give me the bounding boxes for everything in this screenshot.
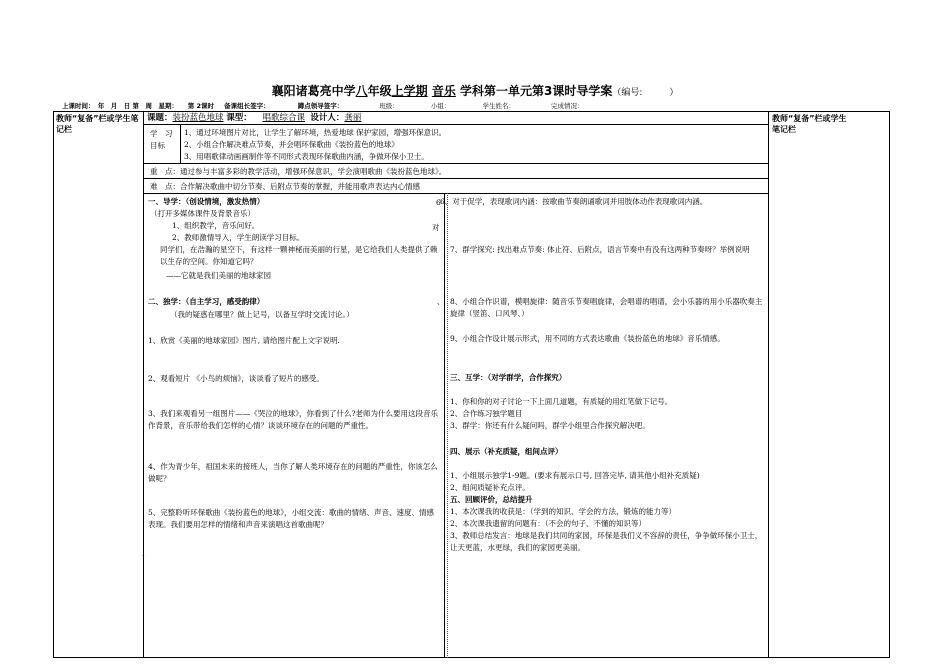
section-3-item: 2、合作练习独学题目 <box>450 409 523 418</box>
designer-value: 龚丽 <box>344 113 362 123</box>
section-5-title: 五、回顾评价，总结提升 <box>450 495 533 504</box>
topic-label: 课题： <box>147 113 173 123</box>
left-notes-column: 教师“复备”栏或学生笔记栏 <box>56 114 139 134</box>
question-9: 9、小组合作设计展示形式，用不同的方式表达歌曲《装扮蓝色的地球》音乐情感。 <box>450 334 725 343</box>
term: 上学期 <box>391 84 428 98</box>
stray-mark: 、 <box>437 297 445 306</box>
section-5-item: 2、本次课我遗留的问题有：（不会的句子、不懂的知识等） <box>450 519 647 528</box>
question-1: 1、欣赏《美丽的地球家园》图片, 请给图片配上文字说明. <box>148 336 340 345</box>
group-leader-sign: 备课组长签字： <box>224 102 270 110</box>
goal-item: 2、小组合作解决难点节奏，并会唱环保歌曲《装扮蓝色的地球》 <box>184 140 399 149</box>
question-3: 3、我们来观看另一组图片——《哭泣的地球》，你看到了什么?老师为什么要用这段音乐作背景，音乐带给我们怎样的心情？谈谈环境存在的问题的严重性。 <box>148 409 439 430</box>
goal-item: 3、用唱歌律动画画制作等不同形式表现环保歌曲内涵，争做环保小卫士。 <box>184 152 429 161</box>
section-1-answer: ——它就是我们美丽的地球家园 <box>166 271 271 280</box>
section-3-item: 3、群学：你还有什么疑问吗，群学小组里合作探究解决吧。 <box>450 421 650 430</box>
key-point-label: 重 点： <box>150 167 180 176</box>
page-title <box>0 82 950 99</box>
section-1-paragraph: 同学们，在浩瀚的星空下，有这样一颗神秘而美丽的行星，是它给我们人类提供了赖以生存的空间。你知道它吗？ <box>160 245 438 266</box>
serial-number: （编号: ） <box>612 88 679 98</box>
question-8: 8、小组合作识谱，模唱旋律：随音乐节奏唱旋律，会唱谱的唱谱，会小乐器的用小乐器吹奏主旋律（竖笛、口风琴、） <box>450 297 763 318</box>
grade-suffix: 年级 <box>367 84 392 98</box>
group-field: 小组： <box>430 102 451 110</box>
section-1-subtitle: （打开多媒体课件及背景音乐） <box>150 209 255 218</box>
section-3-item: 1、你和你的对子讨论一下上面几道题，有质疑的用红笔做下记号。 <box>450 397 673 406</box>
question-6: 6、对于促学，表现歌词内涵：按歌曲节奏朗诵歌词并用肢体动作表现歌词内涵。 <box>440 197 708 206</box>
difficult-point-label: 难 点： <box>150 182 180 191</box>
subject: 音乐 <box>431 84 456 98</box>
key-point-text: 通过参与丰富多彩的教学活动，增强环保意识，学会演唱歌曲《装扮蓝色地球》。 <box>180 167 447 176</box>
key-point <box>150 166 446 177</box>
difficult-point-text: 合作解决歌曲中切分节奏、后附点节奏的掌握，并能用歌声表达内心情感 <box>180 182 420 191</box>
grade: 八 <box>355 84 368 98</box>
section-2-title: 二、独学：（自主学习，感受韵律） <box>148 297 265 306</box>
section-2-subtitle: （我的疑惑在哪里？做上记号，以备互学时交流讨论。） <box>170 310 354 319</box>
title-rest: 学科第一单元第3课时导学案 <box>460 84 613 98</box>
completion-field: 完成情况： <box>551 102 584 110</box>
section-4-item: 1、小组展示独学1-9题。(要求有展示口号, 回答完毕, 请其他小组补充质疑) <box>450 471 700 480</box>
topic-value: 装扮蓝色地球 <box>172 113 224 123</box>
section-1-item: 2、教师激情导入，学生朗读学习目标。 <box>172 233 305 242</box>
goals-label-a: 学 习 <box>150 129 173 138</box>
point-leader-sign: 蹲点领导签字： <box>297 102 344 110</box>
designer-label: 设计人： <box>310 113 345 123</box>
section-4-title: 四、展示（补充质疑，组间点评） <box>450 447 563 456</box>
class-time: 上课时间： 年 月 日 第 周 星期： 第 2课时 <box>62 102 215 110</box>
goal-item: 1、通过环境图片对比，让学生了解环境，热爱地球 保护家园，增强环保意识。 <box>184 128 447 137</box>
goals-label-b: 目标 <box>150 141 165 150</box>
section-3-title: 三、互学：（对学群学，合作探究） <box>450 373 567 382</box>
student-name-field: 学生姓名： <box>482 102 515 110</box>
section-5-item: 3、教师总结发言：地球是我们共同的家园，环保是我们义不容辞的责任，争争做环保小卫士，让天更蓝，水更绿，我们的家园更美丽。 <box>450 531 763 552</box>
section-1-item: 1、组织教学，音乐问好。 <box>172 221 260 230</box>
question-5: 5、完整聆听环保歌曲《装扮蓝色的地球》，小组交流：歌曲的情绪、声音、速度、情感表现。我们要用怎样的情绪和声音来演唱这首歌曲呢？ <box>148 508 435 529</box>
difficult-point <box>150 181 420 192</box>
stray-mark: 6 <box>436 198 441 207</box>
section-1-title: 一、导学：（创设情境，激发热情） <box>148 197 265 206</box>
stray-mark: 、 <box>142 549 150 558</box>
section-5-item: 1、本次课我的收获是：（学到的知识、学会的方法、锻炼的能力等） <box>450 507 677 516</box>
question-2: 2、观看短片 《小鸟的烦恼》，谈谈看了短片的感受。 <box>148 374 324 383</box>
section-4-item: 2、组间质疑补充点评。 <box>450 483 530 492</box>
topic-row <box>147 112 361 124</box>
type-label: 课型： <box>226 113 252 123</box>
right-notes-column: 教师“复备”栏或学生笔记栏 <box>772 114 847 134</box>
question-7: 7、群学探究: 找出难点节奏: 体止符、后附点，语言节奏中有没有这两种节奏呀？举例说明 <box>450 245 750 254</box>
class-field: 班级： <box>379 102 399 110</box>
stray-mark: 对 <box>432 223 440 232</box>
type-value: 唱歌综合课 <box>262 113 305 123</box>
school-name: 襄阳诸葛亮中学 <box>271 84 356 98</box>
meta-line <box>62 101 592 110</box>
question-4: 4、作为青少年，祖国未来的接班人，当你了解人类环境存在的问题的严重性，你该怎么做呢？ <box>148 462 438 483</box>
